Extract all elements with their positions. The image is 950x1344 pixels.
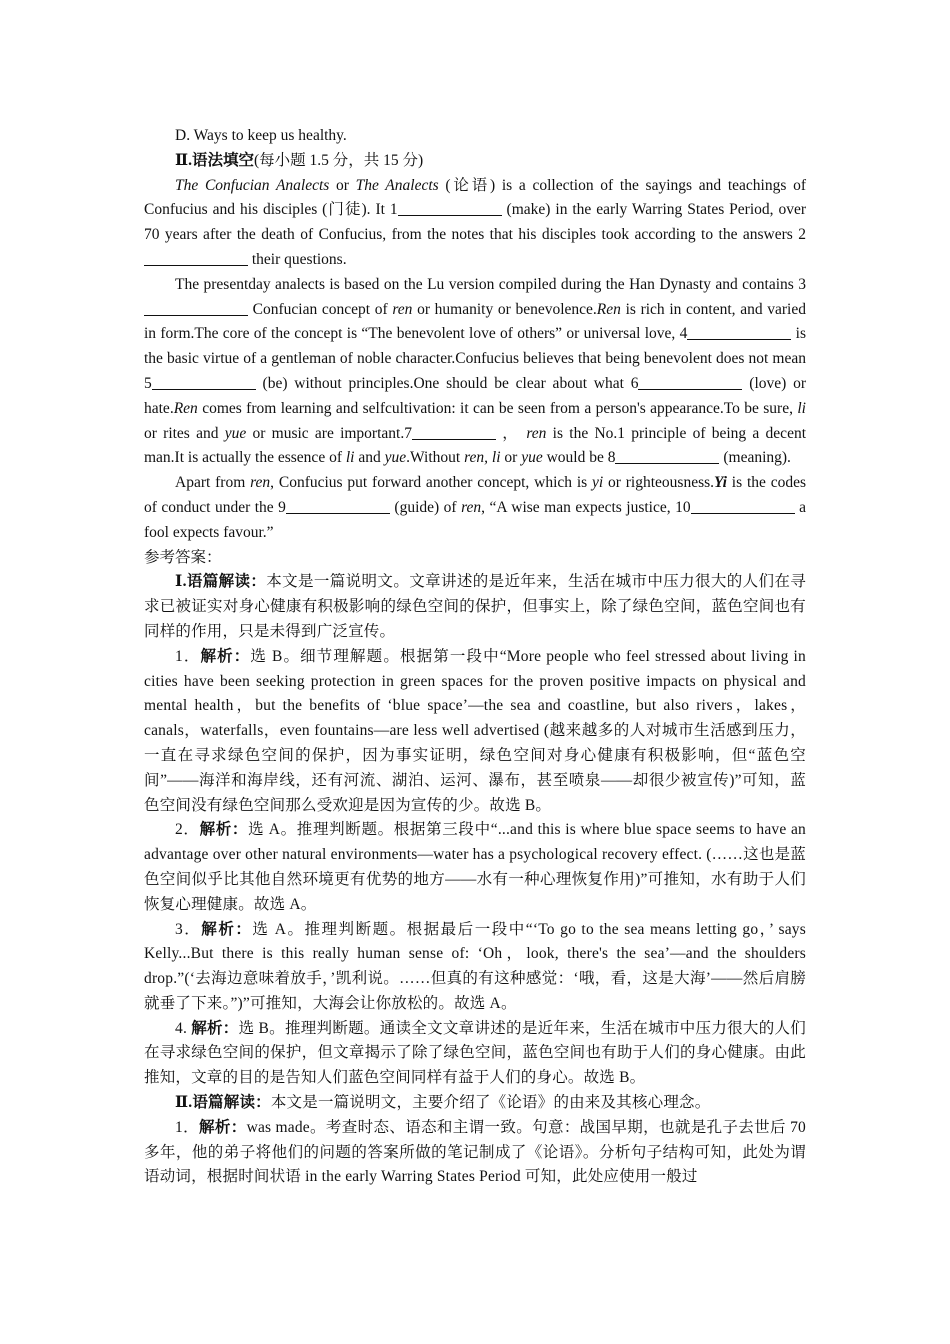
answer-heading <box>144 546 806 571</box>
text: (guide) of <box>389 498 462 516</box>
text: .Without <box>406 449 465 467</box>
blank-1[interactable] <box>398 200 502 217</box>
text: is the No.1 principle of being a decent man.It is actually the essence of <box>144 424 807 467</box>
term-ren: ren <box>461 498 482 516</box>
term-ren: ren <box>392 300 413 318</box>
text: ， <box>495 424 527 442</box>
term-ren-li: ren, li <box>464 449 501 467</box>
term-yue: yue <box>224 424 247 442</box>
blank-2[interactable] <box>144 249 248 266</box>
term-ren: Ren <box>596 300 621 318</box>
section-text: 本文是一篇说明文，主要介绍了《论语》的由来及其核心理念。 <box>270 1094 711 1112</box>
text: or humanity or benevolence. <box>412 300 597 318</box>
text: (love) or hate. <box>144 374 807 417</box>
answer-label: 解析： <box>200 647 251 665</box>
grammar-answer-1 <box>144 1116 806 1190</box>
answer-label: 解析： <box>199 821 249 839</box>
blank-4[interactable] <box>687 324 791 341</box>
option-d <box>144 124 806 149</box>
term-yi: Yi <box>714 474 727 492</box>
blank-7[interactable] <box>412 423 496 440</box>
text: or righteousness. <box>603 474 715 492</box>
text: (be) without principles.One should be clear about what 6 <box>255 374 639 392</box>
answer-number: 1． <box>175 1118 199 1136</box>
answer-text: 选 B。推理判断题。通读全文文章讲述的是近年来，生活在城市中压力很大的人们在寻求绿色空间的保护，但文章揭示了除了绿色空间，蓝色空间也有助于人们的身心健康。由此推知，文章的目的是告知人们蓝色空间同样有益于人们的身心。故选 B。 <box>144 1019 806 1087</box>
blank-6[interactable] <box>638 373 742 390</box>
answer-text: was made。考查时态、语态和主谓一致。句意：战国早期，也就是孔子去世后 70 多年，他的弟子将他们的问题的答案所做的笔记制成了《论语》。分析句子结构可知，此处为谓语动词，根据时间状语 in the early Warring States Period 可知，此处应使用一般过 <box>144 1118 807 1186</box>
blank-5[interactable] <box>152 373 256 390</box>
blank-8[interactable] <box>615 448 719 465</box>
text: a fool expects favour.” <box>144 498 806 541</box>
answer-3 <box>144 918 806 1017</box>
answer-number: 1． <box>175 647 201 665</box>
section-label: Ⅰ.语篇解读： <box>175 573 267 591</box>
text: (论语) is a collection of the sayings and teachings of Confucius and his disciples (门徒). It 1 <box>144 176 806 219</box>
text: or <box>329 176 356 194</box>
text: or rites and <box>144 424 225 442</box>
answer-number: 4. <box>175 1019 192 1037</box>
term-yue: yue <box>521 449 543 467</box>
blank-9[interactable] <box>286 497 390 514</box>
passage-paragraph-3 <box>144 471 806 545</box>
section-text: 本文是一篇说明文。文章讲述的是近年来，生活在城市中压力很大的人们在寻求已被证实对身心健康有积极影响的绿色空间的保护，但事实上，除了绿色空间，蓝色空间也有同样的作用，只是未得到广泛宣传。 <box>144 573 806 640</box>
answer-text: 选 B。细节理解题。根据第一段中“More people who feel stressed about living in cities have been seeking protection in green spaces for the proven positive impacts on physical and mental health，but the benefits of ‘blue space’—the sea and coastline, but also rivers，lakes，canals，waterfalls，even fountains—are less well advertised (越来越多的人对城市生活感到压力，一直在寻求绿色空间的保护，因为事实证明，绿色空间对身心健康有积极影响，但“蓝色空间”——海洋和海岸线，还有河流、湖泊、运河、瀑布，甚至喷泉——却很少被宣传)”可知，蓝色空间没有绿色空间那么受欢迎是因为宣传的少。故选 B。 <box>144 647 806 814</box>
text: is rich in content, and varied in form.The core of the concept is “The benevolent love of others” or universal love, 4 <box>144 300 806 343</box>
passage-paragraph-1 <box>144 174 806 273</box>
text: comes from learning and selfcultivation: it can be seen from a person's appearance.To be sure, <box>197 399 798 417</box>
answer-text: 选 A。推理判断题。根据最后一段中“‘To go to the sea means letting go，’ says Kelly...But there is this really human sense of: ‘Oh，look, there's the sea’—and the shoulders drop.”(‘去海边意味着放手，’凯利说。……但真的有这种感觉：‘哦，看，这是大海’——然后肩膀就垂了下来。”)”可推知，大海会让你放松的。故选 A。 <box>144 920 806 1012</box>
text: their questions. <box>248 250 347 268</box>
text: , “A wise man expects justice, 10 <box>481 498 691 516</box>
book-title-2: The Analects <box>355 176 439 194</box>
answer-number: 2． <box>175 821 200 839</box>
answer-1 <box>144 645 806 819</box>
answer-label: 解析： <box>201 920 253 938</box>
text: The presentday analects is based on the Lu version compiled during the Han Dynasty and contains 3 <box>175 275 806 293</box>
term-yue: yue <box>384 449 407 467</box>
section2-note: (每小题 1.5 分，共 15 分) <box>253 151 424 169</box>
term-li: li <box>797 399 806 417</box>
answer-heading-text: 参考答案： <box>144 548 222 566</box>
text: Apart from <box>175 474 251 492</box>
answer-label: 解析： <box>191 1019 239 1037</box>
answer-2 <box>144 818 806 917</box>
text: and <box>354 449 385 467</box>
book-title-1: The Confucian Analects <box>175 176 330 194</box>
answer-4 <box>144 1017 806 1091</box>
option-d-text: D. Ways to keep us healthy. <box>175 127 347 144</box>
passage-paragraph-2 <box>144 273 806 471</box>
term-ren: Ren <box>173 399 198 417</box>
term-li: li <box>345 449 355 467</box>
text: is the codes of conduct under the 9 <box>144 474 806 516</box>
answer-label: 解析： <box>198 1118 247 1136</box>
text: Confucian concept of <box>248 300 393 318</box>
answer-text: 选 A。推理判断题。根据第三段中“...and this is where blue space seems to have an advantage over other natural environments—water has a psychological recovery effect. (……这也是蓝色空间似乎比其他自然环境更有优势的地方——水有一种心理恢复作用)”可推知，水有助于人们恢复心理健康。故选 A。 <box>144 821 806 913</box>
section1-reading <box>144 570 806 644</box>
text: , Confucius put forward another concept, which is <box>270 474 593 492</box>
section2-title: Ⅱ.语法填空 <box>175 151 254 169</box>
section-label: Ⅱ.语篇解读： <box>175 1094 271 1112</box>
blank-3[interactable] <box>144 299 248 316</box>
term-ren: ren <box>250 474 271 492</box>
answer-number: 3． <box>175 920 202 938</box>
text: is the basic virtue of a gentleman of noble character.Confucius believes that being benevolent does not mean 5 <box>144 325 806 392</box>
text: or <box>500 449 522 467</box>
blank-10[interactable] <box>691 497 795 514</box>
term-yi: yi <box>592 474 604 492</box>
text: would be 8 <box>542 449 616 467</box>
text: or music are important.7 <box>246 424 412 442</box>
text: (make) in the early Warring States Period, over 70 years after the death of Confucius, from the notes that his disciples took according to the answers 2 <box>144 201 806 244</box>
section2-reading <box>144 1091 806 1116</box>
text: (meaning). <box>719 449 791 467</box>
document-page <box>144 124 806 1190</box>
term-ren: ren <box>526 424 547 442</box>
section2-heading <box>144 149 806 174</box>
